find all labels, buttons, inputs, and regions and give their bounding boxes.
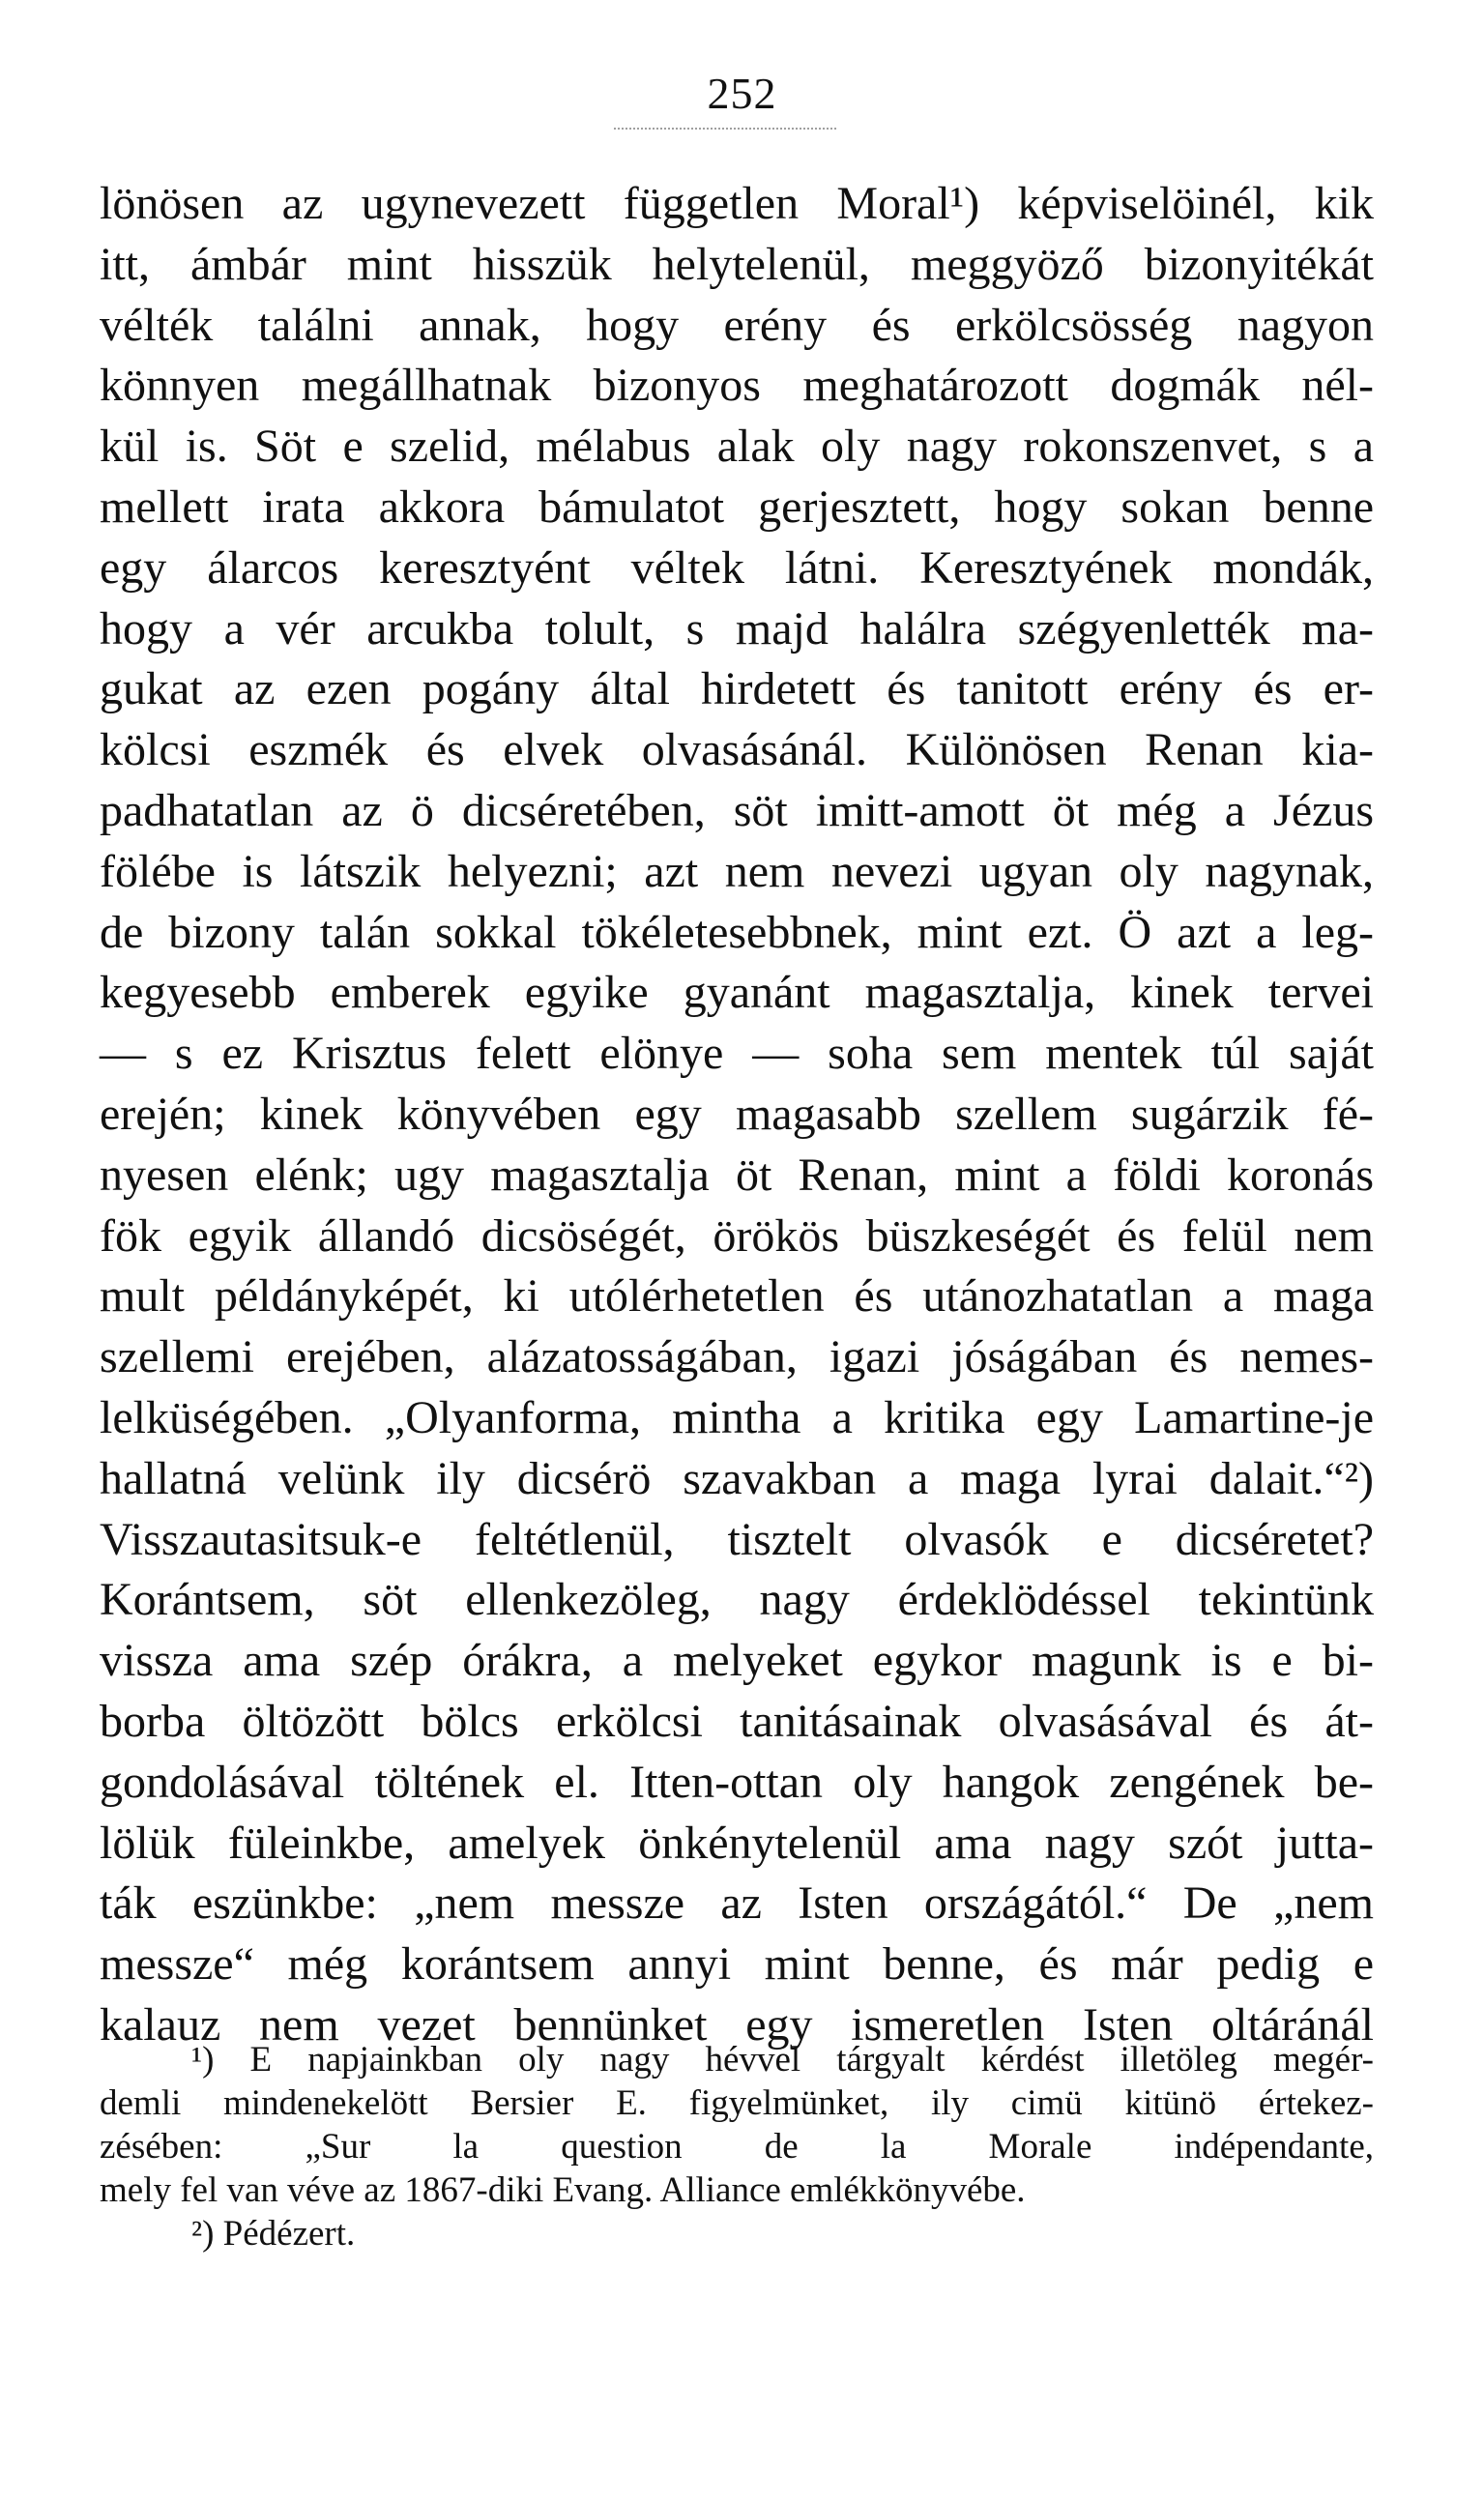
footnote-line: mely fel van véve az 1867-diki Evang. Alliance emlékkönyvébe. — [100, 2170, 1026, 2210]
body-line: kalauz nem vezet bennünket egy ismeretlen Isten oltáránál — [100, 1998, 1374, 2051]
body-line: hallatná velünk ily dicsérö szavakban a maga lyrai dalait.“²) — [100, 1452, 1374, 1504]
footnote-line: zésében: „Sur la question de la Morale indépendante, — [100, 2127, 1374, 2167]
footnotes — [100, 2038, 1374, 2255]
footnote-line: ²) Pédézert. — [191, 2214, 356, 2254]
page-number: 252 — [707, 69, 777, 118]
body-line: lönösen az ugynevezett független Moral¹) képviselöinél, kik — [100, 178, 1374, 229]
body-line: lölük füleinkbe, amelyek önkénytelenül ama nagy szót jutta- — [100, 1817, 1374, 1869]
body-line: Visszautasitsuk-e feltétlenül, tisztelt olvasók e dicséretet? — [100, 1513, 1374, 1565]
body-line: ták eszünkbe: „nem messze az Isten országától.“ De „nem — [100, 1877, 1374, 1930]
body-line: gondolásával töltének el. Itten-ottan oly hangok zengének be- — [100, 1756, 1374, 1808]
body-line: kölcsi eszmék és elvek olvasásánál. Különösen Renan kia- — [100, 724, 1374, 776]
footnote-line: ¹) E napjainkban oly nagy hévvel tárgyalt kérdést illetöleg megér- — [191, 2040, 1374, 2080]
body-line: itt, ámbár mint hisszük helytelenül, meggyöző bizonyitékát — [100, 238, 1374, 290]
body-line: nyesen elénk; ugy magasztalja öt Renan, mint a földi koronás — [100, 1149, 1374, 1201]
body-line: könnyen megállhatnak bizonyos meghatározott dogmák nél- — [100, 360, 1374, 412]
body-line: fölébe is látszik helyezni; azt nem nevezi ugyan oly nagynak, — [100, 845, 1374, 897]
body-line: de bizony talán sokkal tökéletesebbnek, mint ezt. Ö azt a leg- — [100, 906, 1374, 958]
body-line: lelküségében. „Olyanforma, mintha a kritika egy Lamartine-je — [100, 1391, 1374, 1443]
body-line: vissza ama szép órákra, a melyeket egykor magunk is e bi- — [100, 1635, 1374, 1687]
body-line: gukat az ezen pogány által hirdetett és tanitott erény és er- — [100, 663, 1374, 715]
body-line: borba öltözött bölcs erkölcsi tanitásainak olvasásával és át- — [100, 1695, 1374, 1747]
body-text — [100, 174, 1374, 2056]
body-line: padhatatlan az ö dicséretében, söt imitt-amott öt még a Jézus — [100, 784, 1374, 836]
body-line: szellemi erejében, alázatosságában, igazi jóságában és nemes- — [100, 1331, 1374, 1383]
body-line: Korántsem, söt ellenkezöleg, nagy érdeklödéssel tekintünk — [100, 1574, 1374, 1626]
body-line: mult példányképét, ki utólérhetetlen és utánozhatatlan a maga — [100, 1270, 1374, 1323]
header-rule — [614, 128, 836, 130]
footnote-line: demli mindenekelött Bersier E. figyelmünket, ily cimü kitünö értekez- — [100, 2083, 1374, 2123]
body-line: egy álarcos keresztyént véltek látni. Keresztyének mondák, — [100, 541, 1374, 594]
body-line: kül is. Söt e szelid, mélabus alak oly nagy rokonszenvet, s a — [100, 421, 1374, 473]
body-line: vélték találni annak, hogy erény és erkölcsösség nagyon — [100, 299, 1374, 351]
body-line: fök egyik állandó dicsöségét, örökös büszkeségét és felül nem — [100, 1209, 1374, 1262]
body-line: kegyesebb emberek egyike gyanánt magasztalja, kinek tervei — [100, 967, 1374, 1019]
body-line: messze“ még korántsem annyi mint benne, és már pedig e — [100, 1938, 1374, 1991]
body-line: — s ez Krisztus felett elönye — soha sem mentek túl saját — [100, 1028, 1374, 1080]
body-line: erején; kinek könyvében egy magasabb szellem sugárzik fé- — [100, 1088, 1374, 1140]
body-line: mellett irata akkora bámulatot gerjesztett, hogy sokan benne — [100, 480, 1374, 533]
body-line: hogy a vér arcukba tolult, s majd halálra szégyenlették ma- — [100, 602, 1374, 655]
